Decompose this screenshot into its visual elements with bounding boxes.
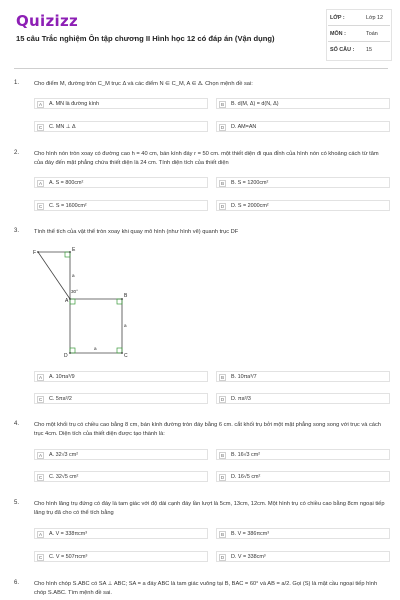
question-number: 2.: [14, 150, 20, 156]
option-letter: C: [38, 474, 43, 480]
right-angle-mark: [65, 252, 70, 257]
option-text: C. 5πa³/2: [49, 396, 72, 403]
label-f: F: [33, 250, 37, 256]
option-a[interactable]: [34, 449, 208, 460]
option-letter: D: [220, 203, 225, 209]
edge-fa: [38, 252, 70, 299]
option-letter: C: [38, 203, 43, 209]
option-b[interactable]: [216, 177, 390, 188]
option-text: C. 32√5 cm²: [49, 474, 79, 481]
point-b: [121, 298, 123, 300]
option-a[interactable]: [34, 177, 208, 188]
option-letter: A: [38, 531, 43, 537]
question-number: 3.: [14, 228, 20, 234]
geometry-figure: [32, 247, 132, 363]
option-d[interactable]: [216, 471, 390, 482]
meta-separator: [328, 25, 390, 26]
option-text: A. 10πa³/9: [49, 374, 75, 381]
option-text: D. S = 2000cm²: [231, 203, 269, 210]
subject-value: Toán: [366, 31, 378, 37]
option-b[interactable]: [216, 371, 390, 382]
option-text: A. 32√3 cm²: [49, 452, 79, 459]
option-c[interactable]: [34, 121, 208, 132]
option-text: A. S = 800cm²: [49, 180, 84, 187]
question-number: 1.: [14, 80, 20, 86]
label-d: D: [64, 353, 68, 359]
option-c[interactable]: [34, 551, 208, 562]
option-text: D. 16√5 cm²: [231, 474, 261, 481]
label-b: B: [124, 293, 128, 299]
length-label: a: [94, 346, 97, 351]
class-label: LỚP :: [330, 15, 345, 21]
right-angle-mark: [70, 348, 75, 353]
option-text: D. V = 338cm³: [231, 554, 266, 561]
point-c: [121, 352, 123, 354]
angle-label: 30°: [71, 289, 78, 294]
option-letter: C: [38, 554, 43, 560]
length-label: a: [72, 273, 75, 278]
question-number: 5.: [14, 500, 20, 506]
option-text: B. 10πa³/7: [231, 374, 257, 381]
option-letter: A: [38, 452, 43, 458]
option-text: A. V = 338πcm³: [49, 531, 88, 538]
option-text: C. MN ⊥ Δ: [49, 124, 76, 131]
length-label: a: [124, 323, 127, 328]
point-d: [69, 352, 71, 354]
meta-separator: [328, 41, 390, 42]
option-letter: A: [38, 101, 43, 107]
question-text: Cho hình lăng trụ đứng có đáy là tam giác với độ dài cạnh đáy lần lượt là 5cm, 13cm, 12cm. Một hình trụ có chiều cao bằng 8cm ngoại tiếp lăng trụ đã cho có thể tích bằng: [34, 501, 385, 516]
option-text: B. S = 1200cm²: [231, 180, 269, 187]
option-letter: B: [220, 101, 225, 107]
option-text: B. 16√3 cm²: [231, 452, 261, 459]
quizizz-logo: Quizizz: [16, 12, 79, 30]
option-letter: D: [220, 396, 225, 402]
option-letter: B: [220, 180, 225, 186]
option-a[interactable]: [34, 371, 208, 382]
option-d[interactable]: [216, 121, 390, 132]
question-number: 6.: [14, 580, 20, 586]
right-angle-mark: [70, 299, 75, 304]
option-letter: D: [220, 474, 225, 480]
point-f: [37, 251, 39, 253]
option-text: C. V = 507πcm³: [49, 554, 88, 561]
subject-label: MÔN :: [330, 31, 346, 37]
question-text: Cho một khối trụ có chiều cao bằng 8 cm, bán kính đường tròn đáy bằng 6 cm. cắt khối trụ bởi một mặt phẳng song song với trục và cách trục 4cm. Diện tích của thiết diện được tạo thành là:: [34, 422, 381, 437]
question-text: Cho hình nón tròn xoay có đường cao h = 40 cm, bán kính đáy r = 50 cm. một thiết diện đi qua đỉnh của hình nón có khoảng cách từ tâm của đáy đến mặt phẳng chứa thiết diện là 24 cm. Tính diện tích của thiết diện: [34, 151, 379, 166]
count-value: 15: [366, 47, 372, 53]
option-d[interactable]: [216, 393, 390, 404]
right-angle-mark: [117, 348, 122, 353]
option-text: D. πa³/3: [231, 396, 251, 403]
label-a: A: [65, 298, 69, 304]
option-letter: B: [220, 374, 225, 380]
label-e: E: [72, 247, 76, 253]
option-letter: A: [38, 180, 43, 186]
header: [0, 0, 400, 66]
option-text: D. AM=AN: [231, 124, 257, 131]
option-letter: C: [38, 396, 43, 402]
right-angle-mark: [117, 299, 122, 304]
option-b[interactable]: [216, 528, 390, 539]
option-d[interactable]: [216, 551, 390, 562]
point-a: [69, 298, 71, 300]
option-letter: A: [38, 374, 43, 380]
point-e: [69, 251, 71, 253]
option-b[interactable]: [216, 98, 390, 109]
count-label: SỐ CÂU :: [330, 47, 355, 53]
option-c[interactable]: [34, 393, 208, 404]
question-text: Cho điểm M, đường tròn C_M trục Δ và các điểm N ∈ C_M, A ∈ Δ. Chọn mệnh đề sai:: [34, 81, 253, 87]
option-c[interactable]: [34, 200, 208, 211]
option-c[interactable]: [34, 471, 208, 482]
option-letter: B: [220, 452, 225, 458]
option-text: A. MN là đường kính: [49, 101, 99, 108]
option-a[interactable]: [34, 98, 208, 109]
question-number: 4.: [14, 421, 20, 427]
option-d[interactable]: [216, 200, 390, 211]
option-text: B. d(M, Δ) = d(N, Δ): [231, 101, 279, 108]
option-letter: C: [38, 124, 43, 130]
option-text: B. V = 386πcm³: [231, 531, 270, 538]
option-letter: D: [220, 124, 225, 130]
question-text: Tính thể tích của vật thể tròn xoay khi quay mô hình (như hình vẽ) quanh trục DF: [34, 229, 239, 235]
label-c: C: [124, 353, 128, 359]
class-value: Lớp 12: [366, 15, 384, 21]
option-letter: B: [220, 531, 225, 537]
header-divider: [14, 68, 388, 69]
option-a[interactable]: [34, 528, 208, 539]
document-title: 15 câu Trắc nghiệm Ôn tập chương II Hình học 12 có đáp án (Vận dụng): [16, 34, 275, 43]
option-text: C. S = 1600cm²: [49, 203, 87, 210]
question-text: Cho hình chóp S.ABC có SA ⊥ ABC; SA = a đáy ABC là tam giác vuông tại B, BAC = 60° và AB = a/2. Gọi (S) là mặt cầu ngoại tiếp hình chóp S.ABC. Tìm mệnh đề sai.: [34, 581, 378, 596]
option-letter: D: [220, 554, 225, 560]
option-b[interactable]: [216, 449, 390, 460]
